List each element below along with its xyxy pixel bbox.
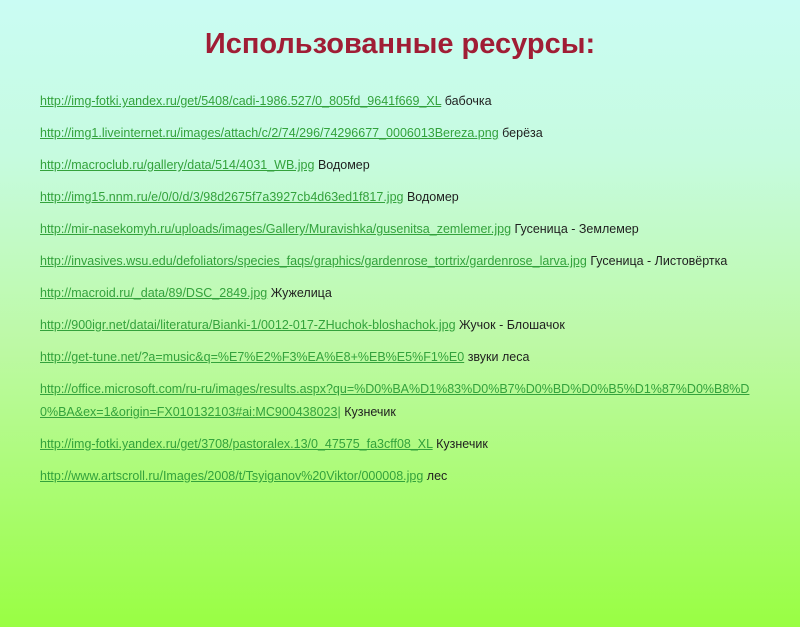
resource-description: Гусеница - Землемер xyxy=(514,222,639,236)
resource-item xyxy=(40,314,762,337)
resource-item xyxy=(40,90,762,113)
resource-link[interactable]: http://img15.nnm.ru/e/0/0/d/3/98d2675f7a3927cb4d63ed1f817.jpg xyxy=(40,190,404,204)
page-title: Использованные ресурсы: xyxy=(204,28,596,60)
resource-description: Кузнечик xyxy=(344,405,396,419)
resource-description: звуки леса xyxy=(467,350,530,364)
resource-list xyxy=(40,90,762,488)
resource-link[interactable]: http://www.artscroll.ru/Images/2008/t/Tsyiganov%20Viktor/000008.jpg xyxy=(40,469,424,483)
resource-item xyxy=(40,378,762,424)
resource-description: Кузнечик xyxy=(436,437,488,451)
resource-description: берёза xyxy=(502,126,543,140)
resource-link[interactable]: http://mir-nasekomyh.ru/uploads/images/Gallery/Muravishka/gusenitsa_zemlemer.jpg xyxy=(40,222,512,236)
resource-description: Жужелица xyxy=(270,286,332,300)
resource-link[interactable]: http://900igr.net/datai/literatura/Bianki-1/0012-017-ZHuchok-bloshachok.jpg xyxy=(40,318,456,332)
resource-item xyxy=(40,250,762,273)
resource-item xyxy=(40,122,762,145)
resource-item xyxy=(40,154,762,177)
resource-description: Водомер xyxy=(317,158,370,172)
resource-description: Жучок - Блошачок xyxy=(459,318,565,332)
resource-link[interactable]: http://office.microsoft.com/ru-ru/images/results.aspx?qu=%D0%BA%D1%83%D0%B7%D0%BD%D0%B5%D1%87%D0%B8%D0%BA&ex=1&origin=FX010132103#ai:MC900438023| xyxy=(40,382,750,419)
resource-item xyxy=(40,186,762,209)
resource-item xyxy=(40,346,762,369)
resource-description: Водомер xyxy=(406,190,459,204)
resource-link[interactable]: http://macroclub.ru/gallery/data/514/4031_WB.jpg xyxy=(40,158,315,172)
slide xyxy=(0,27,800,627)
resource-description: бабочка xyxy=(444,94,492,108)
resource-item xyxy=(40,433,762,456)
resource-description: Гусеница - Листовёртка xyxy=(590,254,728,268)
resource-item xyxy=(40,282,762,305)
resource-item xyxy=(40,218,762,241)
resource-link[interactable]: http://invasives.wsu.edu/defoliators/species_faqs/graphics/gardenrose_tortrix/gardenrose_larva.jpg xyxy=(40,254,587,268)
resource-item xyxy=(40,465,762,488)
resource-link[interactable]: http://img-fotki.yandex.ru/get/3708/pastoralex.13/0_47575_fa3cff08_XL xyxy=(40,437,433,451)
resource-link[interactable]: http://macroid.ru/_data/89/DSC_2849.jpg xyxy=(40,286,268,300)
resource-description: лес xyxy=(426,469,448,483)
resource-link[interactable]: http://get-tune.net/?a=music&q=%E7%E2%F3%EA%E8+%EB%E5%F1%E0 xyxy=(40,350,465,364)
resource-link[interactable]: http://img1.liveinternet.ru/images/attach/c/2/74/296/74296677_0006013Bereza.png xyxy=(40,126,499,140)
resource-link[interactable]: http://img-fotki.yandex.ru/get/5408/cadi-1986.527/0_805fd_9641f669_XL xyxy=(40,94,442,108)
